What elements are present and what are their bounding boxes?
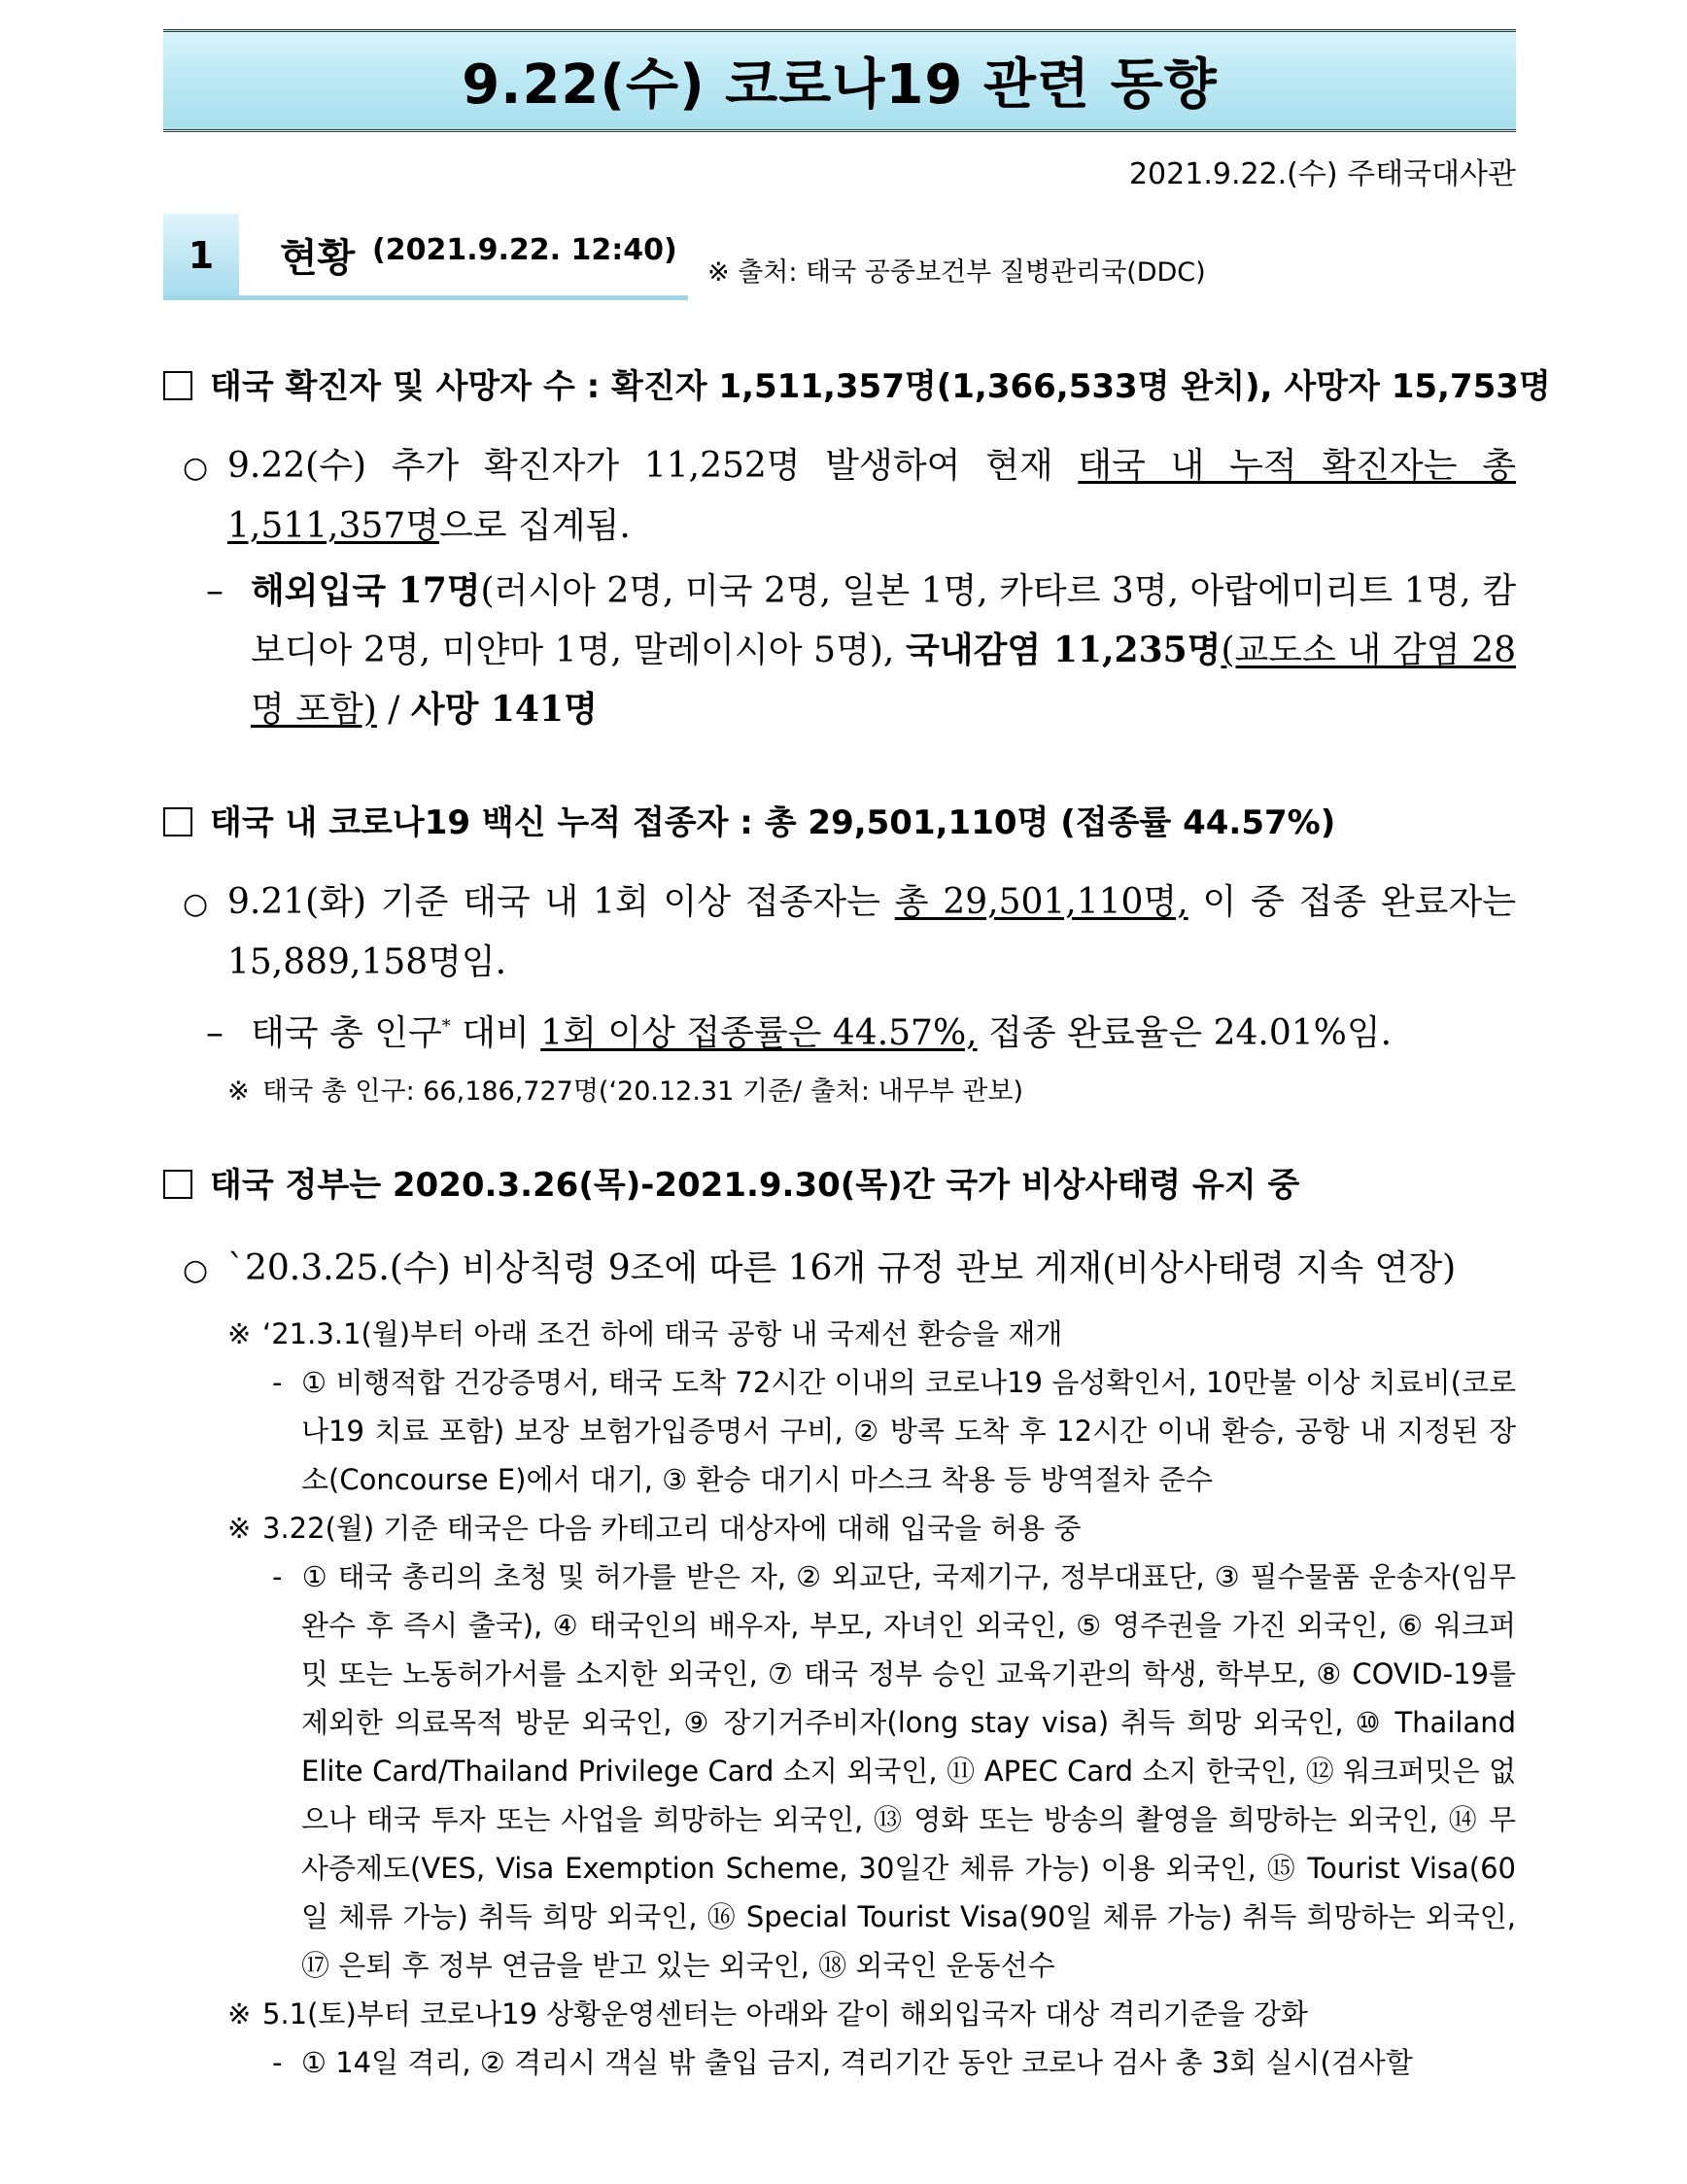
circle-bullet-icon: ○ (183, 451, 209, 485)
section-number: 1 (163, 214, 239, 297)
checkbox-square-icon (163, 1170, 192, 1199)
block3-sub2 (163, 1553, 1516, 1990)
block1-imported-detail: (러시아 2명, 미국 2명, 일본 1명, 카타르 3명, 아랍에미리트 1명, 캄보디아 2명, 미얀마 1명, 말레이시아 5명), (251, 571, 1516, 670)
page-title: 9.22(수) 코로나19 관련 동향 (462, 53, 1218, 117)
block2-circle-item (163, 873, 1516, 992)
block1-circle-post: 으로 집계됨. (439, 506, 631, 546)
sub-dash-icon: - (272, 2046, 283, 2079)
section-title (280, 227, 355, 283)
issuer-line: 2021.9.22.(수) 주태국대사관 (1128, 157, 1516, 191)
block3-note3-text: 5.1(토)부터 코로나19 상황운영센터는 아래와 같이 해외입국자 대상 격리기준을 강화 (262, 1997, 1308, 2030)
dash-bullet-icon: – (206, 571, 224, 611)
block2-dash-mid: 대비 (450, 1013, 541, 1053)
section-underline (163, 295, 688, 300)
reference-mark-icon: ※ (227, 1076, 250, 1107)
block2-dash-pre: 태국 총 인구 (251, 1013, 442, 1053)
block1-circle-underlined: 태국 내 누적 확진자는 총 1,511,357명 (227, 446, 1516, 546)
checkbox-square-icon (163, 807, 192, 836)
block3-circle-item (163, 1240, 1516, 1300)
block3-note1-text: ‘21.3.1(월)부터 아래 조건 하에 태국 공항 내 국제선 환승을 재개 (262, 1317, 1063, 1350)
block1-heading-text: 태국 확진자 및 사망자 수 : 확진자 1,511,357명(1,366,533명 완치), 사망자 15,753명 (210, 367, 1551, 406)
block1-dash-item (163, 562, 1516, 739)
circle-bullet-icon: ○ (183, 887, 209, 921)
block3-sub3 (163, 2038, 1516, 2087)
section-header (163, 214, 1516, 303)
block3-note3 (163, 1990, 1516, 2038)
block1-prison: (교도소 내 감염 28명 포함) (251, 631, 1516, 730)
block1-domestic: 국내감염 11,235명 (906, 630, 1222, 670)
block3-sub2-text: ① 태국 총리의 초청 및 허가를 받은 자, ② 외교단, 국제기구, 정부대표단, ③ 필수물품 운송자(임무 완수 후 즉시 출국), ④ 태국인의 배우자, 부모, 자녀인 외국인, ⑤ 영주권을 가진 외국인, ⑥ 워크퍼밋 또는 노동허가서를 소지한 외국인, ⑦ 태국 정부 승인 교육기관의 학생, 학부모, ⑧ COVID-19를 제외한 의료목적 방문 외국인, ⑨ 장기거주비자(long stay visa) 취득 희망 외국인, ⑩ Thailand Elite Card/Thailand Privilege Card 소지 외국인, ⑪ APEC Card 소지 한국인, ⑫ 워크퍼밋은 없으나 태국 투자 또는 사업을 희망하는 외국인, ⑬ 영화 또는 방송의 촬영을 희망하는 외국인, ⑭ 무사증제도(VES, Visa Exemption Scheme, 30일간 체류 가능) 이용 외국인, ⑮ Tourist Visa(60일 체류 가능) 취득 희망 외국인, ⑯ Special Tourist Visa(90일 체류 가능) 취득 희망하는 외국인, ⑰ 은퇴 후 정부 연금을 받고 있는 외국인, ⑱ 외국인 운동선수 (301, 1560, 1516, 1982)
section-heading: 현황 (280, 236, 356, 281)
block2-dash-post: 접종 완료율은 24.01%임. (977, 1013, 1393, 1053)
block1-circle-pre: 9.22(수) 추가 확진자가 11,252명 발생하여 현재 (227, 446, 1079, 486)
reference-mark-icon: ※ (227, 1512, 252, 1545)
block2-circle-pre: 9.21(화) 기준 태국 내 1회 이상 접종자는 (227, 882, 895, 922)
block1-imported: 해외입국 17명 (251, 570, 481, 611)
block2-footnote-mark: * (441, 1016, 451, 1037)
block2-note-text: 태국 총 인구: 66,186,727명(‘20.12.31 기준/ 출처: 내무부 관보) (262, 1076, 1024, 1107)
block3-details (163, 1310, 1516, 2087)
block2-circle-underlined: 총 29,501,110명, (894, 882, 1188, 922)
block2-heading (163, 800, 1516, 846)
block3-circle-text: `20.3.25.(수) 비상칙령 9조에 따른 16개 규정 관보 게재(비상사태령 지속 연장) (227, 1248, 1457, 1288)
checkbox-square-icon (163, 371, 192, 400)
block3-sub1 (163, 1358, 1516, 1504)
document-page (163, 29, 1551, 2087)
reference-mark-icon: ※ (227, 1997, 252, 2030)
block3-sub3-text: ① 14일 격리, ② 격리시 객실 밖 출입 금지, 격리기간 동안 코로나 검사 총 3회 실시(검사할 (301, 2046, 1413, 2079)
sub-dash-icon: - (272, 1560, 283, 1593)
block2-dash-underlined: 1회 이상 접종률은 44.57%, (540, 1013, 978, 1053)
title-banner (163, 29, 1516, 132)
sub-dash-icon: - (272, 1366, 283, 1399)
dash-bullet-icon: – (206, 1013, 224, 1053)
block1-heading (163, 363, 1551, 410)
block2-heading-text: 태국 내 코로나19 백신 누적 접종자 : 총 29,501,110명 (접종률 44.57%) (210, 803, 1336, 842)
block2-note (163, 1073, 1516, 1111)
block3-note2 (163, 1504, 1516, 1553)
block3-heading-text: 태국 정부는 2020.3.26(목)-2021.9.30(목)간 국가 비상사태령 유지 중 (210, 1166, 1300, 1205)
block2-circle-post: 이 중 접종 완료자는 15,889,158명임. (227, 882, 1517, 982)
block2-dash-item (163, 998, 1516, 1063)
block1-sep: / (376, 690, 411, 730)
reference-mark-icon: ※ (227, 1317, 252, 1350)
section-source: ※ 출처: 태국 공중보건부 질병관리국(DDC) (707, 257, 1206, 288)
block3-note1 (163, 1310, 1516, 1358)
block1-deaths: 사망 141명 (410, 689, 598, 730)
section-date: (2021.9.22. 12:40) (372, 233, 677, 267)
block1-circle-item (163, 437, 1516, 556)
circle-bullet-icon: ○ (183, 1253, 209, 1287)
block3-note2-text: 3.22(월) 기준 태국은 다음 카테고리 대상자에 대해 입국을 허용 중 (262, 1512, 1082, 1545)
block3-sub1-text: ① 비행적합 건강증명서, 태국 도착 72시간 이내의 코로나19 음성확인서, 10만불 이상 치료비(코로나19 치료 포함) 보장 보험가입증명서 구비, ② 방콕 도착 후 12시간 이내 환승, 공항 내 지정된 장소(Concourse E)에서 대기, ③ 환승 대기시 마스크 착용 등 방역절차 준수 (301, 1366, 1516, 1496)
block3-heading (163, 1162, 1516, 1209)
